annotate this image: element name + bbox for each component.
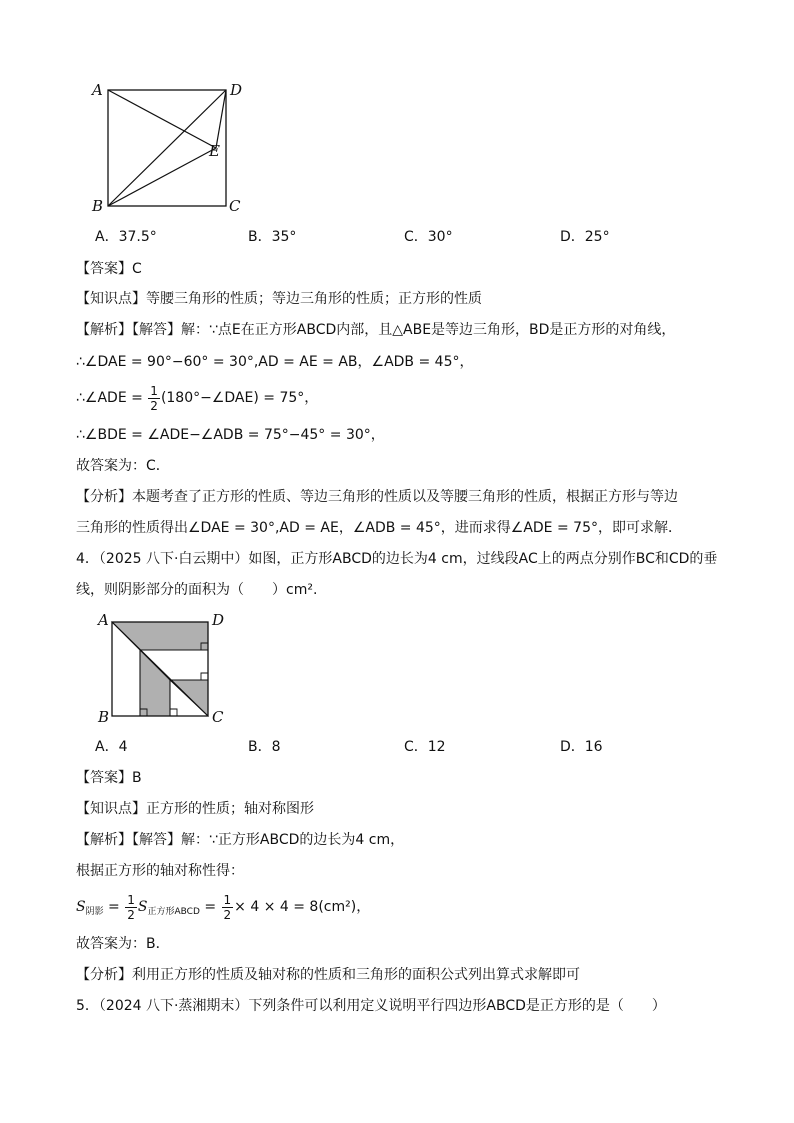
q4-label-d: D [212,611,225,629]
q3-knowledge-text: 等腰三角形的性质；等边三角形的性质；正方形的性质 [146,291,482,307]
q3-line3-post: (180°−∠DAE) = 75°， [160,390,319,406]
q4-stem-line1: 4．（2025 八下·白云期中）如图，正方形ABCD的边长为4 cm，过线段AC上的两点分别作BC和CD的垂 [76,551,718,567]
q4-analysis-label: 【解析】【解答】解： [76,832,209,848]
q3-option-d: D．25° [560,229,610,245]
q3-fraction [148,385,160,412]
q4-area-formula [76,892,370,927]
q3-fenxi-line2: 三角形的性质得出∠DAE = 30°,AD = AE，∠ADB = 45°，进而求得∠ADE = 75°，即可求解． [76,520,682,536]
q3-knowledge-label: 【知识点】 [76,291,146,307]
q3-analysis-text1: ∵点E在正方形ABCD内部，且△ABE是等边三角形，BD是正方形的对角线， [209,322,676,338]
q3-option-a: A．37.5° [95,229,157,245]
q4-fraction-2 [222,894,234,921]
q3-conclusion: 故答案为：C． [76,458,170,474]
q4-frac2-num: 1 [223,892,232,907]
q4-fenxi [76,968,580,982]
q4-knowledge-label: 【知识点】 [76,801,146,817]
q3-fenxi-line1 [76,490,678,504]
q4-s-main-1: S [76,899,86,915]
q4-frac2-den: 2 [223,907,232,922]
q4-stem-line2: 线，则阴影部分的面积为（ ）cm². [76,582,318,598]
q4-option-c: C．12 [404,739,446,755]
q4-analysis-line2: 根据正方形的轴对称性得： [76,863,244,879]
q4-label-c: C [212,708,224,726]
q4-option-a: A．4 [95,739,128,755]
q3-analysis-line4: ∴∠BDE = ∠ADE−∠ADB = 75°−45° = 30°， [76,427,385,443]
q3-analysis-line3 [76,383,318,413]
q3-analysis-line2: ∴∠DAE = 90°−60° = 30°,AD = AE = AB，∠ADB = 45°， [76,354,474,370]
q3-figure [88,78,258,218]
q3-label-d: D [230,81,243,99]
q4-right-angle-4 [201,673,208,680]
q3-option-b: B．35° [248,229,297,245]
q4-label-b: B [98,708,110,726]
q3-line-be [108,148,216,206]
q3-knowledge [76,292,482,306]
q4-eq2: = [199,899,221,915]
q3-fenxi-text1: 本题考查了正方形的性质、等边三角形的性质以及等腰三角形的性质，根据正方形与等边 [132,489,678,505]
q3-analysis-label: 【解析】【解答】解： [76,322,209,338]
q4-fraction [125,894,137,921]
q4-frac-num: 1 [127,892,135,907]
q3-fenxi-label: 【分析】 [76,489,132,505]
q3-label-c: C [229,197,241,215]
q3-label-a: A [92,81,103,99]
q4-figure [92,610,232,728]
q4-eq1: = [103,899,125,915]
q4-conclusion: 故答案为：B． [76,936,170,952]
q3-label-e: E [209,142,220,160]
q4-fenxi-text: 利用正方形的性质及轴对称的性质和三角形的面积公式列出算式求解即可 [132,967,580,983]
q4-option-b: B．8 [248,739,281,755]
q3-option-c: C．30° [404,229,453,245]
q4-s-sub-2: 正方形ABCD [147,907,200,917]
q3-line-ae [108,90,216,148]
q4-eq3: × 4 × 4 = 8(cm²)， [234,899,371,915]
q3-answer-label: 【答案】 [76,261,132,277]
q3-frac-num: 1 [150,383,158,398]
q3-label-b: B [92,197,104,215]
q4-analysis-text1: ∵正方形ABCD的边长为4 cm， [209,832,405,848]
q4-fenxi-label: 【分析】 [76,967,132,983]
q5-stem: 5．（2024 八下·蒸湘期末）下列条件可以利用定义说明平行四边形ABCD是正方形的是（ ） [76,998,666,1014]
q4-right-angle-2 [170,709,177,716]
q4-answer-value: B [132,770,142,786]
q3-frac-den: 2 [150,398,158,413]
q4-frac-den: 2 [127,907,135,922]
q4-option-d: D．16 [560,739,603,755]
q4-shade-mid-left [140,650,170,716]
q4-knowledge [76,802,314,816]
q4-label-a: A [98,611,109,629]
q4-analysis-line1 [76,833,404,847]
q4-answer-label: 【答案】 [76,770,132,786]
q4-s-sub-1: 阴影 [85,907,104,917]
q3-line3-pre: ∴∠ADE = [76,390,143,406]
q3-answer [76,262,142,276]
q3-answer-value: C [132,261,142,277]
q3-analysis-line1 [76,323,675,337]
q4-answer [76,771,142,785]
q4-knowledge-text: 正方形的性质；轴对称图形 [146,801,314,817]
q4-s-main-2: S [137,899,148,915]
